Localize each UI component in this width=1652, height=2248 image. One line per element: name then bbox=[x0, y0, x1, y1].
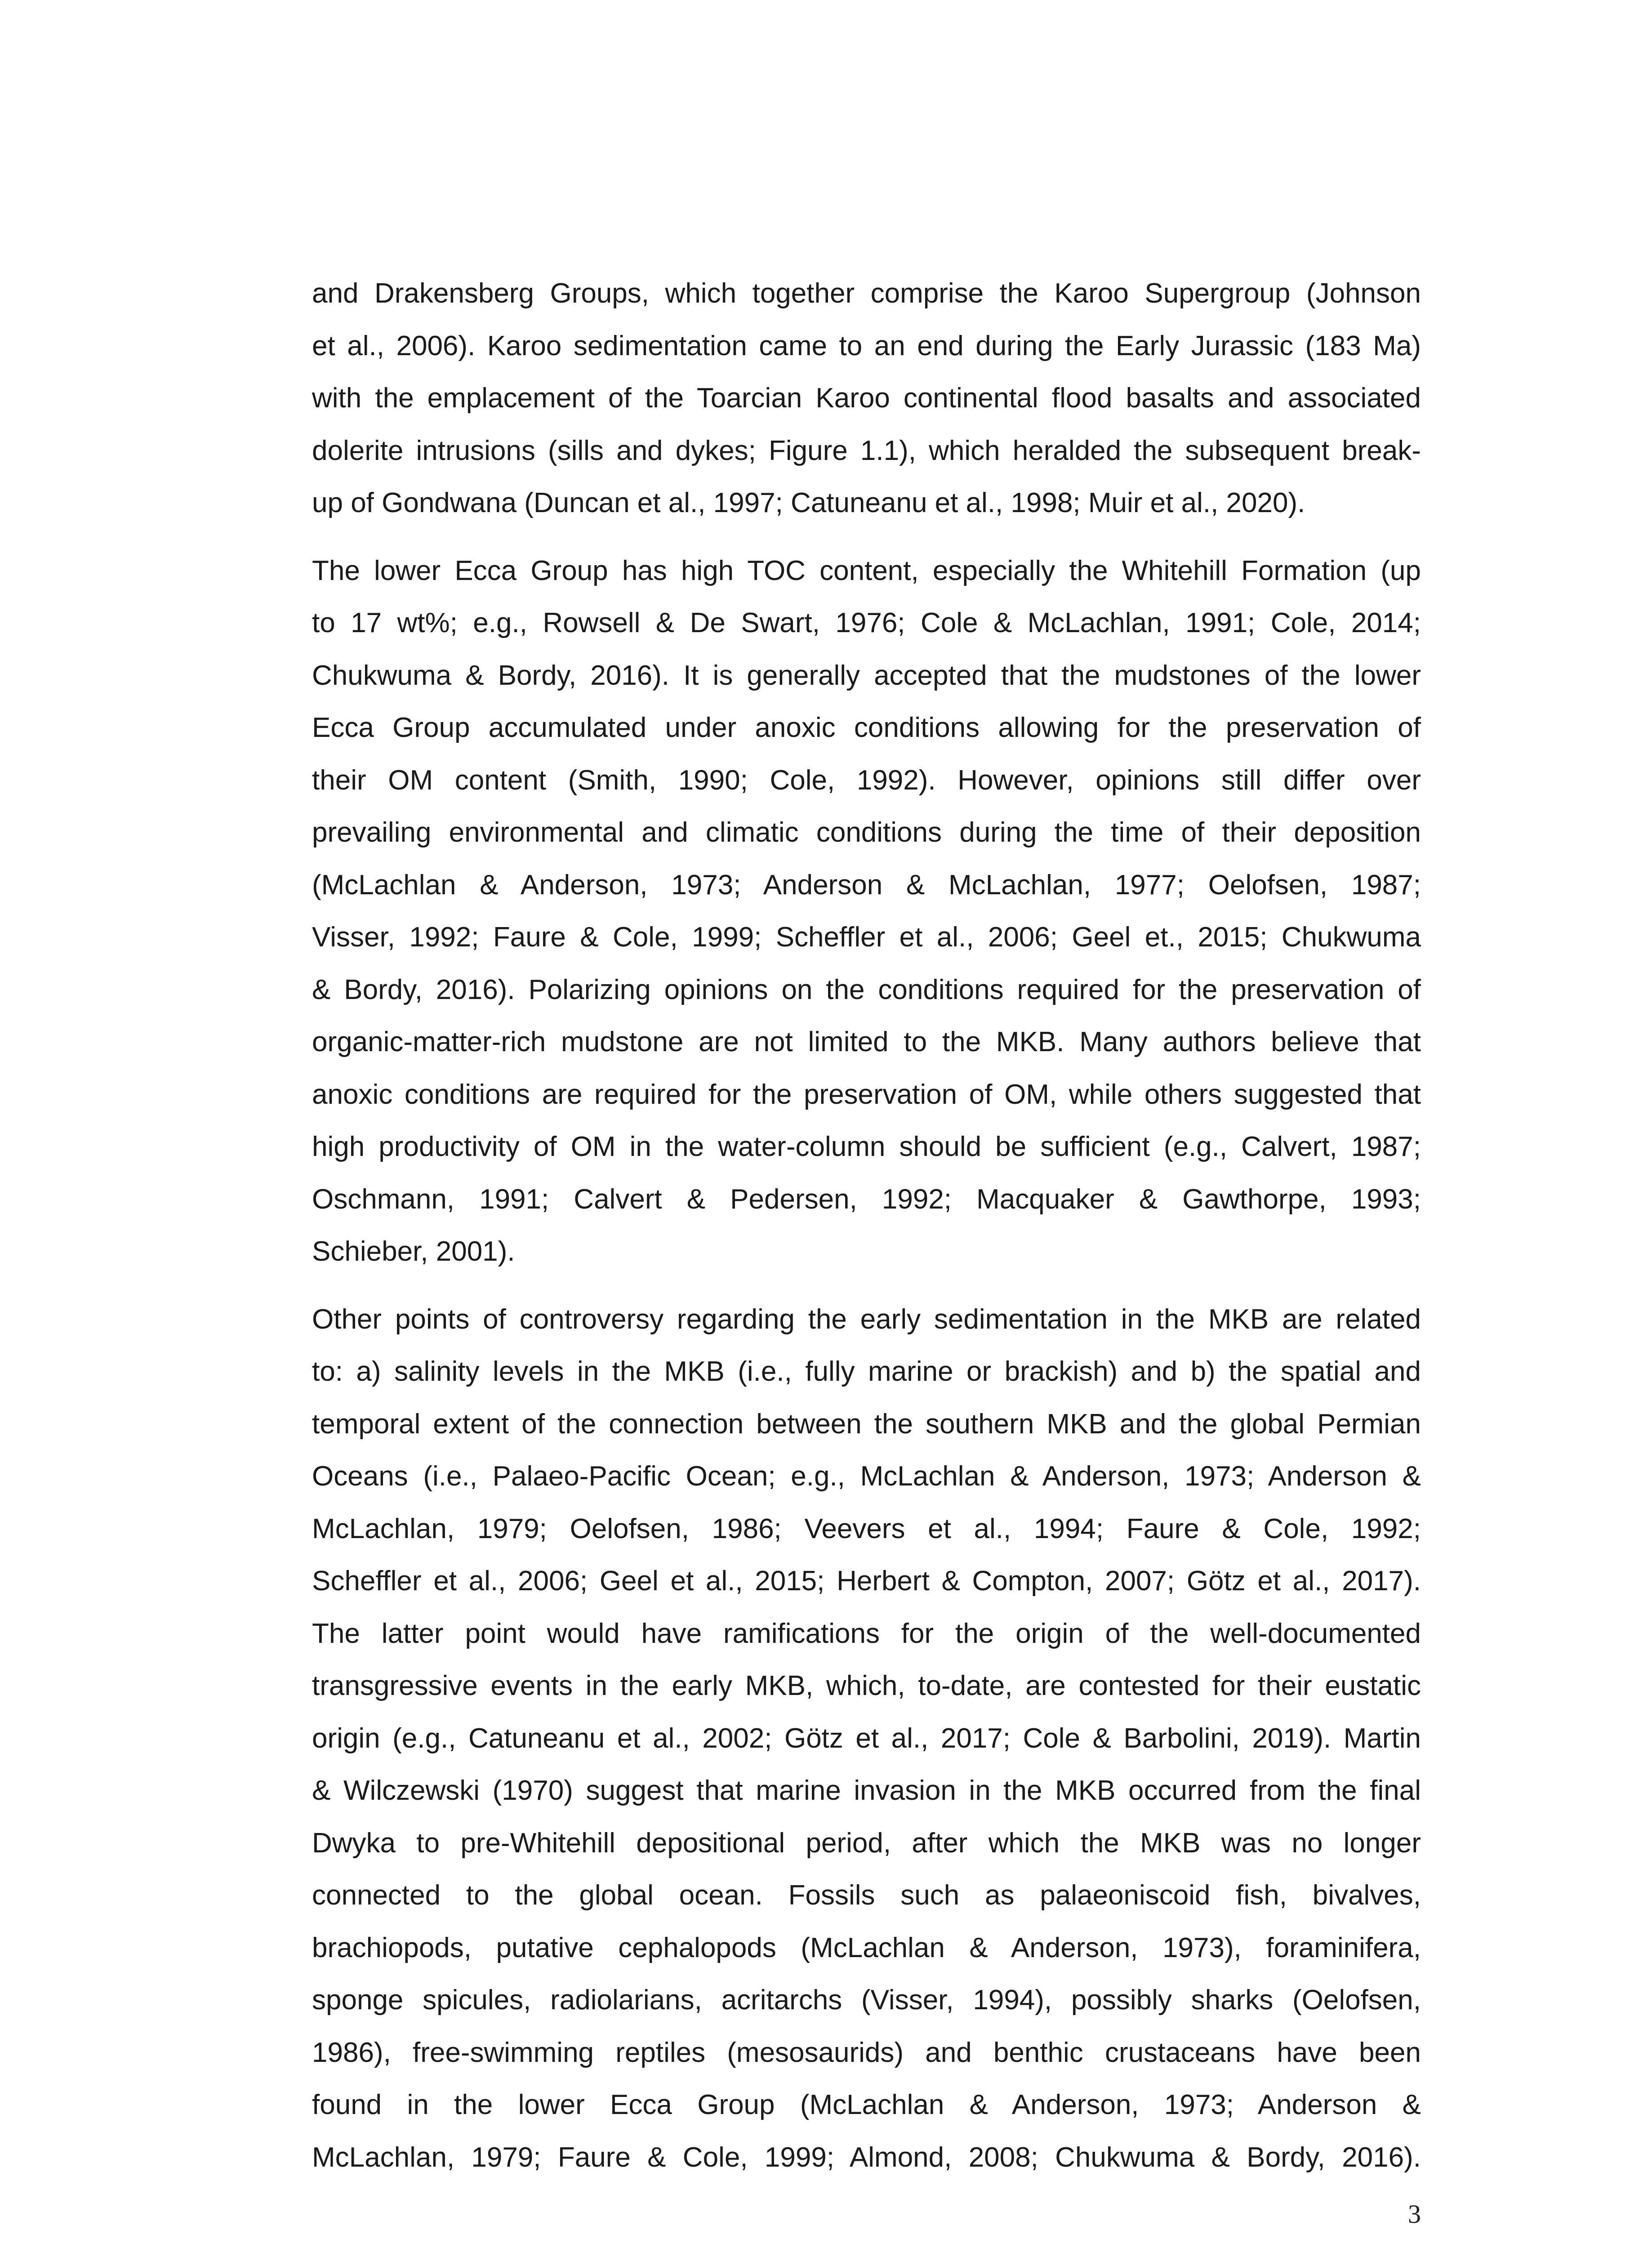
paragraph-2 bbox=[312, 545, 1421, 1278]
text-line: Other points of controversy regarding the early sedimentation in the MKB are related bbox=[312, 1303, 1421, 1335]
text-line: brachiopods, putative cephalopods (McLachlan & Anderson, 1973), foraminifera, bbox=[312, 1932, 1421, 1963]
text-line: Scheffler et al., 2006; Geel et al., 2015; Herbert & Compton, 2007; Götz et al., 2017). bbox=[312, 1566, 1421, 1597]
text-line: with the emplacement of the Toarcian Karoo continental flood basalts and associated bbox=[312, 383, 1421, 414]
text-line: dolerite intrusions (sills and dykes; Figure 1.1), which heralded the subsequent break- bbox=[312, 435, 1421, 466]
text-line: McLachlan, 1979; Faure & Cole, 1999; Almond, 2008; Chukwuma & Bordy, 2016). bbox=[312, 2141, 1421, 2173]
text-line: sponge spicules, radiolarians, acritarchs (Visser, 1994), possibly sharks (Oelofsen, bbox=[312, 1985, 1421, 2016]
text-line: Dwyka to pre-Whitehill depositional period, after which the MKB was no longer bbox=[312, 1827, 1421, 1859]
text-line: et al., 2006). Karoo sedimentation came to an end during the Early Jurassic (183 Ma) bbox=[312, 330, 1421, 361]
text-line: (McLachlan & Anderson, 1973; Anderson & McLachlan, 1977; Oelofsen, 1987; bbox=[312, 869, 1421, 901]
text-line: their OM content (Smith, 1990; Cole, 1992). However, opinions still differ over bbox=[312, 764, 1421, 796]
text-line: Oschmann, 1991; Calvert & Pedersen, 1992; Macquaker & Gawthorpe, 1993; bbox=[312, 1183, 1421, 1215]
text-line: Schieber, 2001). bbox=[312, 1236, 515, 1267]
text-line: transgressive events in the early MKB, which, to-date, are contested for their eustatic bbox=[312, 1670, 1421, 1701]
text-line: McLachlan, 1979; Oelofsen, 1986; Veevers et al., 1994; Faure & Cole, 1992; bbox=[312, 1513, 1421, 1544]
text-line: Ecca Group accumulated under anoxic conditions allowing for the preservation of bbox=[312, 712, 1421, 743]
text-line: organic-matter-rich mudstone are not limited to the MKB. Many authors believe that bbox=[312, 1026, 1421, 1057]
text-line: Oceans (i.e., Palaeo-Pacific Ocean; e.g., McLachlan & Anderson, 1973; Anderson & bbox=[312, 1461, 1421, 1492]
paragraph-3 bbox=[312, 1293, 1421, 2184]
text-line: The latter point would have ramifications for the origin of the well-documented bbox=[312, 1618, 1421, 1649]
page-number: 3 bbox=[1408, 2199, 1421, 2229]
text-line: Chukwuma & Bordy, 2016). It is generally accepted that the mudstones of the lower bbox=[312, 660, 1421, 691]
text-line: up of Gondwana (Duncan et al., 1997; Catuneanu et al., 1998; Muir et al., 2020). bbox=[312, 487, 1305, 518]
text-line: to 17 wt%; e.g., Rowsell & De Swart, 1976; Cole & McLachlan, 1991; Cole, 2014; bbox=[312, 607, 1421, 638]
text-line: connected to the global ocean. Fossils such as palaeoniscoid fish, bivalves, bbox=[312, 1880, 1421, 1911]
text-line: temporal extent of the connection between the southern MKB and the global Permian bbox=[312, 1408, 1421, 1440]
text-line: anoxic conditions are required for the preservation of OM, while others suggested that bbox=[312, 1079, 1421, 1110]
text-line: origin (e.g., Catuneanu et al., 2002; Götz et al., 2017; Cole & Barbolini, 2019). Martin bbox=[312, 1722, 1421, 1754]
body-text bbox=[312, 268, 1421, 2199]
text-line: and Drakensberg Groups, which together comprise the Karoo Supergroup (Johnson bbox=[312, 278, 1421, 309]
text-line: high productivity of OM in the water-column should be sufficient (e.g., Calvert, 1987; bbox=[312, 1131, 1421, 1162]
text-line: Visser, 1992; Faure & Cole, 1999; Scheffler et al., 2006; Geel et., 2015; Chukwuma bbox=[312, 922, 1421, 953]
text-line: & Bordy, 2016). Polarizing opinions on the conditions required for the preservation of bbox=[312, 974, 1421, 1005]
text-line: & Wilczewski (1970) suggest that marine invasion in the MKB occurred from the final bbox=[312, 1775, 1421, 1806]
text-line: The lower Ecca Group has high TOC content, especially the Whitehill Formation (up bbox=[312, 555, 1421, 586]
text-line: prevailing environmental and climatic conditions during the time of their deposition bbox=[312, 817, 1421, 848]
text-line: 1986), free-swimming reptiles (mesosaurids) and benthic crustaceans have been bbox=[312, 2037, 1421, 2068]
text-line: found in the lower Ecca Group (McLachlan & Anderson, 1973; Anderson & bbox=[312, 2089, 1421, 2120]
paragraph-1 bbox=[312, 268, 1421, 530]
text-line: to: a) salinity levels in the MKB (i.e., fully marine or brackish) and b) the spatial and bbox=[312, 1356, 1421, 1387]
